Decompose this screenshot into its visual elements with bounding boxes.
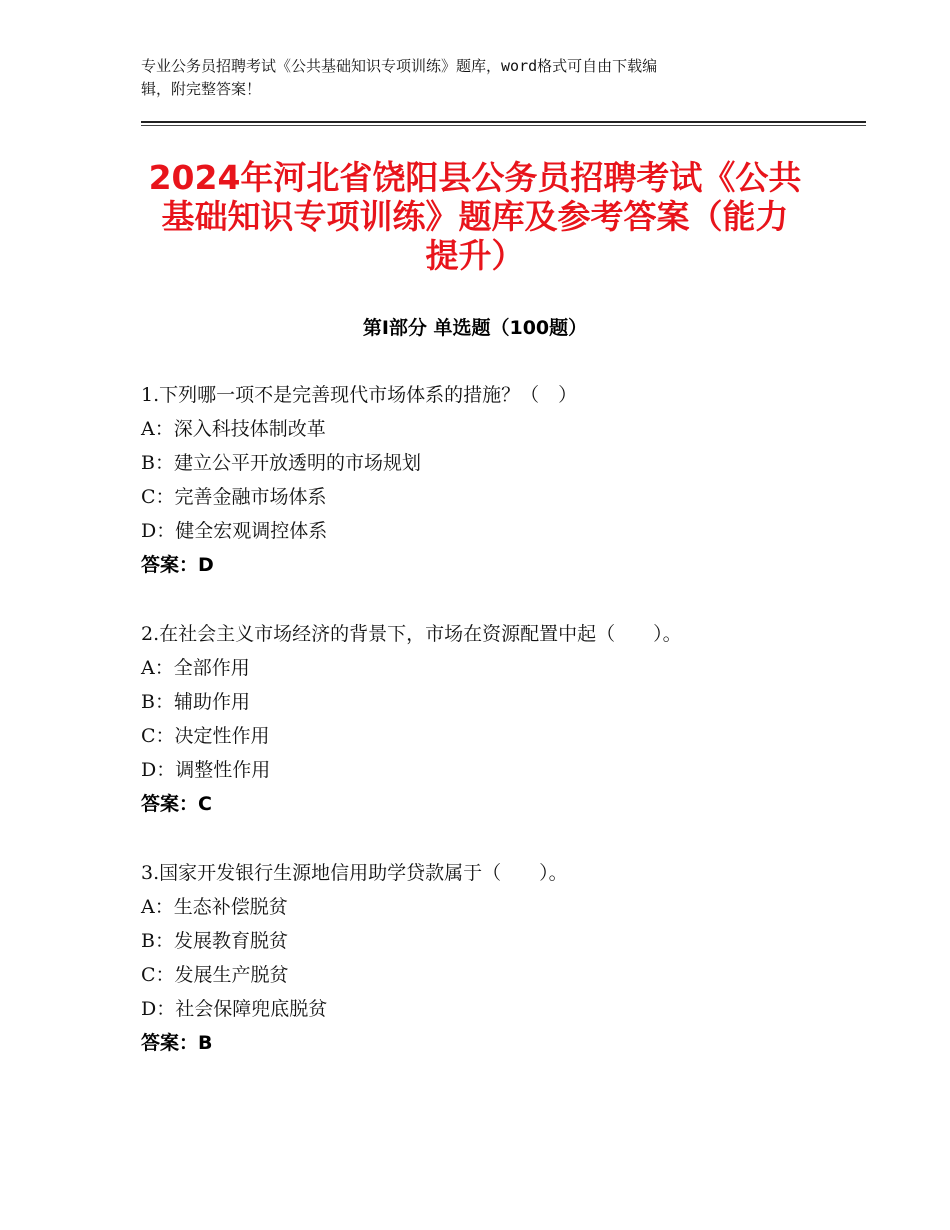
answer-line: 答案：B	[141, 1032, 213, 1054]
header-note-line: 专业公务员招聘考试《公共基础知识专项训练》题库，word格式可自由下载编	[141, 57, 658, 75]
option-d: D：健全宏观调控体系	[141, 520, 328, 542]
question-block	[141, 856, 861, 1060]
option-b: B：发展教育脱贫	[141, 930, 288, 952]
document-title	[120, 158, 830, 275]
title-line: 2024年河北省饶阳县公务员招聘考试《公共	[148, 158, 802, 197]
title-line: 基础知识专项训练》题库及参考答案（能力	[161, 197, 789, 236]
title-line: 提升）	[425, 236, 525, 275]
option-d: D：社会保障兜底脱贫	[141, 998, 328, 1020]
question-stem: 1.下列哪一项不是完善现代市场体系的措施？（ ）	[141, 384, 578, 406]
document-header-note	[141, 55, 801, 101]
option-b: B：辅助作用	[141, 691, 250, 713]
question-block	[141, 617, 861, 821]
option-d: D：调整性作用	[141, 759, 271, 781]
question-stem: 2.在社会主义市场经济的背景下，市场在资源配置中起（ ）。	[141, 623, 682, 645]
option-a: A：全部作用	[141, 657, 250, 679]
header-divider-thin	[141, 125, 866, 126]
option-c: C：发展生产脱贫	[141, 964, 289, 986]
answer-line: 答案：D	[141, 554, 214, 576]
option-c: C：完善金融市场体系	[141, 486, 327, 508]
question-stem: 3.国家开发银行生源地信用助学贷款属于（ ）。	[141, 862, 568, 884]
question-block	[141, 378, 861, 582]
header-divider	[141, 121, 866, 123]
section-title: 第Ⅰ部分 单选题（100题）	[362, 317, 588, 339]
option-a: A：生态补偿脱贫	[141, 896, 288, 918]
option-a: A：深入科技体制改革	[141, 418, 326, 440]
answer-line: 答案：C	[141, 793, 212, 815]
option-b: B：建立公平开放透明的市场规划	[141, 452, 421, 474]
header-note-line: 辑，附完整答案！	[141, 80, 262, 98]
option-c: C：决定性作用	[141, 725, 270, 747]
